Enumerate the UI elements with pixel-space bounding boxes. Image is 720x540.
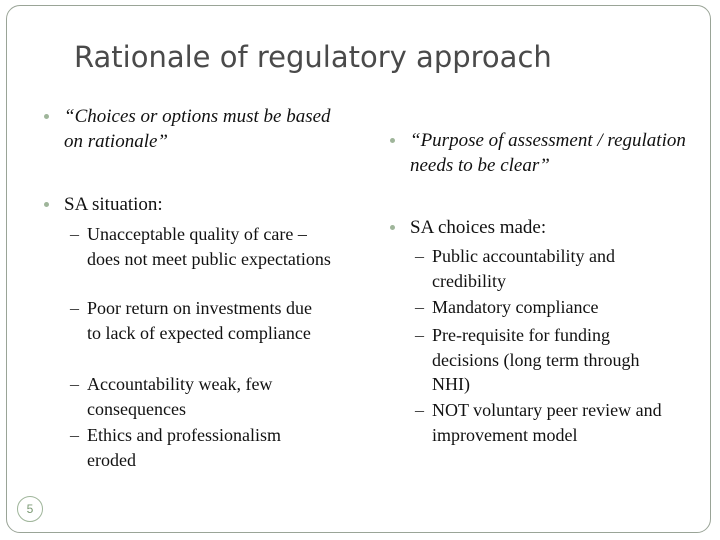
- dash-marker: –: [70, 374, 79, 394]
- left-sub-item: [70, 296, 317, 345]
- left-situation-bullet: [64, 192, 339, 217]
- left-sub-item-text: Poor return on investments due to lack of expected compliance: [87, 298, 312, 343]
- right-sub-item: [415, 398, 672, 447]
- dash-marker: –: [415, 246, 424, 266]
- right-sub-item-text: Pre-requisite for funding decisions (long term through NHI): [432, 325, 640, 394]
- left-sub-item-text: Accountability weak, few consequences: [87, 374, 273, 419]
- bullet-dot: [44, 114, 49, 119]
- dash-marker: –: [70, 224, 79, 244]
- left-sub-item-text: Ethics and professionalism eroded: [87, 425, 281, 470]
- left-sub-item: [70, 372, 317, 421]
- dash-marker: –: [70, 298, 79, 318]
- dash-marker: –: [415, 297, 424, 317]
- left-situation-heading: SA situation:: [64, 194, 163, 215]
- bullet-dot: [390, 138, 395, 143]
- left-sub-item: [70, 423, 317, 472]
- right-sub-item: [415, 244, 672, 293]
- bullet-dot: [390, 225, 395, 230]
- slide-number: 5: [17, 496, 43, 522]
- right-sub-item: [415, 295, 672, 320]
- right-choices-heading: SA choices made:: [410, 217, 547, 238]
- left-quote-text: “Choices or options must be based on rationale”: [64, 106, 331, 152]
- right-sub-item-text: NOT voluntary peer review and improvement model: [432, 400, 662, 445]
- bullet-dot: [44, 202, 49, 207]
- right-quote-text: “Purpose of assessment / regulation needs to be clear”: [410, 130, 686, 176]
- dash-marker: –: [415, 325, 424, 345]
- right-choices-bullet: [410, 215, 690, 240]
- right-sub-item-text: Public accountability and credibility: [432, 246, 615, 291]
- dash-marker: –: [415, 400, 424, 420]
- left-sub-item-text: Unacceptable quality of care – does not meet public expectations: [87, 224, 331, 269]
- right-sub-item: [415, 323, 672, 397]
- right-quote-bullet: [410, 128, 690, 178]
- left-quote-bullet: [64, 104, 339, 154]
- dash-marker: –: [70, 425, 79, 445]
- left-sub-item: [70, 222, 342, 271]
- slide-title: Rationale of regulatory approach: [74, 40, 552, 74]
- right-sub-item-text: Mandatory compliance: [432, 297, 599, 317]
